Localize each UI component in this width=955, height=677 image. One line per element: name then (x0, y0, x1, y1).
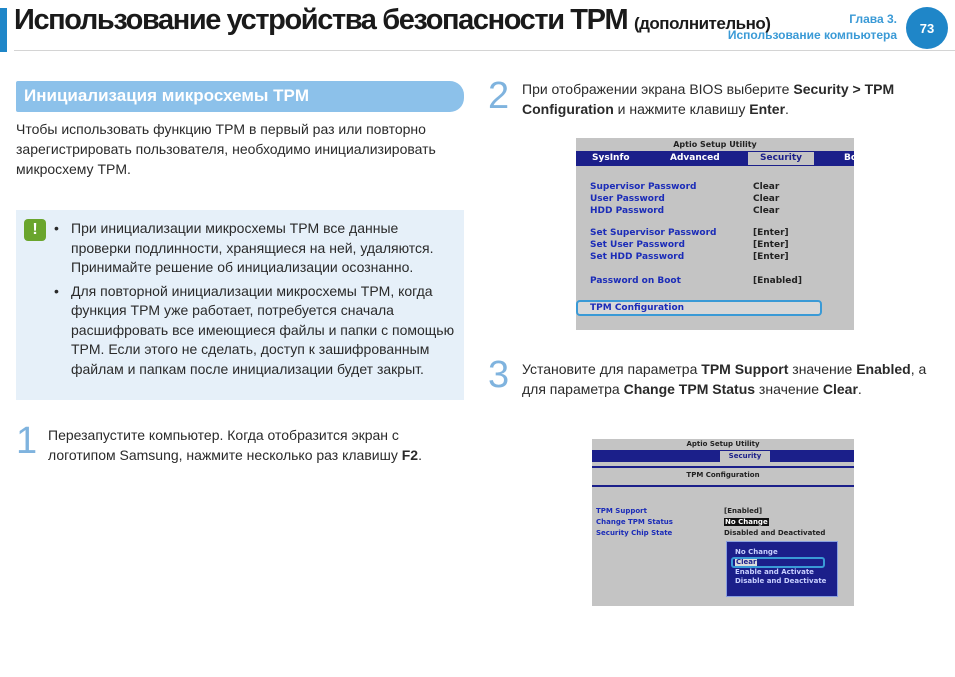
bios-item-value: No Change (725, 518, 768, 526)
bios-item-tpm-configuration[interactable]: TPM Configuration (590, 303, 685, 313)
bios-item-value: Clear (753, 194, 780, 204)
bios-item-label[interactable]: TPM Support (596, 507, 647, 515)
bios-item-value: Clear (753, 182, 780, 192)
bios-tab-sysinfo[interactable]: SysInfo (592, 153, 630, 163)
bios-item-label[interactable]: Security Chip State (596, 529, 673, 537)
step-1-number: 1 (16, 420, 38, 462)
bios-option[interactable]: Enable and Activate (735, 568, 814, 576)
header-accent-bar (0, 8, 7, 52)
bios-item-label[interactable]: Set User Password (590, 240, 685, 250)
note-bullet: • При инициализации микросхемы TPM все данные проверки подлинности, хранящиеся на ней, удаляются. Принимайте решение об инициализации осознанно. (54, 220, 434, 275)
bios-item-label[interactable]: Set HDD Password (590, 252, 685, 262)
bios-tab-boot[interactable]: Bo (844, 153, 858, 163)
step-1-text: Перезапустите компьютер. Когда отобразится экран с логотипом Samsung, нажмите несколько раз клавишу F2. (48, 427, 422, 463)
bios-item-value: [Enabled] (753, 276, 802, 286)
bios-item-value: Clear (753, 206, 780, 216)
note-list (54, 219, 459, 383)
note-bullet-text: Для повторной инициализации микросхемы TPM, когда функция TPM уже работает, потребуется сначала расшифровать все имеющиеся файлы и папки с помощью TPM. Если этого не сделать, доступ к зашифрованным файлам и папкам после инициализации будет закрыт. (71, 282, 455, 377)
bios-option[interactable]: Disable and Deactivate (735, 577, 827, 585)
bios-item-value: [Enter] (753, 240, 789, 250)
page-number-badge: 73 (906, 7, 948, 49)
bios-divider (592, 485, 854, 487)
note-bullet: • Для повторной инициализации микросхемы TPM, когда функция TPM уже работает, потребуется сначала расшифровать все имеющиеся файлы и папки с помощью TPM. Если этого не сделать, доступ к зашифрованным файлам и папкам после инициализации будет закрыт. (54, 282, 455, 377)
bios-tab-advanced[interactable]: Advanced (670, 153, 720, 163)
bios-option[interactable]: No Change (735, 548, 778, 556)
bios-screen-security (576, 138, 858, 330)
step-2-number: 2 (488, 75, 510, 117)
bios-title: Aptio Setup Utility (686, 440, 760, 448)
bios-option-selected[interactable]: Clear (736, 558, 757, 566)
bios-item-label[interactable]: HDD Password (590, 206, 665, 216)
step-2-text: При отображении экрана BIOS выберите Security > TPM Configuration и нажмите клавишу Enter. (522, 81, 895, 117)
bios-item-label[interactable]: Supervisor Password (590, 182, 697, 192)
bios-title: Aptio Setup Utility (576, 138, 854, 151)
header-divider (14, 50, 955, 51)
step-3-number: 3 (488, 354, 510, 396)
bios-divider (592, 466, 854, 468)
bios-screen-tpm-configuration (592, 439, 854, 606)
step-3-text: Установите для параметра TPM Support значение Enabled, а для параметра Change TPM Status значение Clear. (522, 361, 927, 397)
exclamation-icon: ! (24, 219, 46, 241)
bios-item-label[interactable]: Change TPM Status (596, 518, 673, 526)
bios-subtitle: TPM Configuration (686, 471, 760, 479)
chapter-description: Использование компьютера (727, 28, 897, 42)
bios-item-value: Disabled and Deactivated (724, 529, 826, 537)
page-title-main: Использование устройства безопасности TPM (14, 4, 628, 36)
bios-item-label[interactable]: User Password (590, 194, 665, 204)
chapter-label: Глава 3. (849, 12, 897, 26)
note-bullet-text: При инициализации микросхемы TPM все данные проверки подлинности, хранящиеся на ней, удаляются. Принимайте решение об инициализации осознанно. (71, 220, 434, 275)
page-title-suffix: (дополнительно) (633, 14, 771, 33)
bios-item-value: [Enabled] (724, 507, 763, 515)
bios-item-label[interactable]: Password on Boot (590, 276, 681, 286)
page-title (14, 4, 770, 37)
bios-tab-security[interactable]: Security (720, 451, 770, 462)
section-intro: Чтобы использовать функцию TPM в первый раз или повторно зарегистрировать пользователя, необходимо инициализировать микросхему TPM. (16, 121, 436, 177)
section-title: Инициализация микросхемы TPM (24, 86, 310, 105)
bios-item-value: [Enter] (753, 252, 789, 262)
bios-item-label[interactable]: Set Supervisor Password (590, 228, 717, 238)
bios-option-highlight (731, 557, 825, 568)
bios-tab-security[interactable]: Security (748, 152, 814, 165)
bios-item-value: [Enter] (753, 228, 789, 238)
